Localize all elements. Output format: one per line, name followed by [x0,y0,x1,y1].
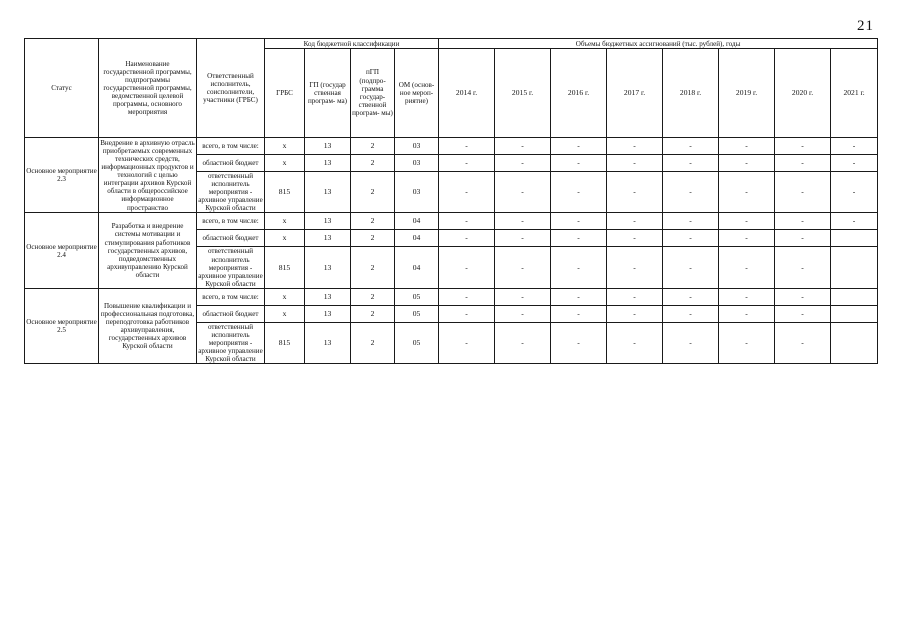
year-value-cell: - [551,172,607,213]
code-om-cell: 04 [395,247,439,288]
year-value-cell [831,305,878,322]
code-gp-cell: 13 [305,172,351,213]
measure-name-cell: Повышение квалификации и профессиональная подготовка, переподготовка работников архивуправления, государственных архивов Курской области [99,288,197,363]
code-pgp-cell: 2 [351,172,395,213]
year-value-cell [831,230,878,247]
year-value-cell: - [775,172,831,213]
year-value-cell [831,322,878,363]
header-executor: Ответственный исполнитель, соисполнители, участники (ГРБС) [197,39,265,138]
year-value-cell: - [551,247,607,288]
year-value-cell: - [495,138,551,155]
year-value-cell: - [663,230,719,247]
code-grbs-cell: х [265,138,305,155]
year-value-cell: - [719,213,775,230]
year-value-cell [831,247,878,288]
year-value-cell: - [775,305,831,322]
year-value-cell: - [495,172,551,213]
year-value-cell: - [719,247,775,288]
year-value-cell: - [663,247,719,288]
code-gp-cell: 13 [305,288,351,305]
header-year: 2020 г. [775,49,831,138]
year-value-cell: - [439,305,495,322]
executor-cell: областной бюджет [197,155,265,172]
year-value-cell: - [439,247,495,288]
year-value-cell: - [719,230,775,247]
year-value-cell: - [663,172,719,213]
code-gp-cell: 13 [305,322,351,363]
code-grbs-cell: х [265,155,305,172]
year-value-cell: - [719,288,775,305]
year-value-cell: - [495,213,551,230]
executor-cell: всего, в том числе: [197,138,265,155]
year-value-cell: - [607,230,663,247]
year-value-cell: - [551,305,607,322]
code-om-cell: 05 [395,288,439,305]
code-pgp-cell: 2 [351,288,395,305]
code-grbs-cell: 815 [265,247,305,288]
year-value-cell: - [607,247,663,288]
table-body [25,138,878,364]
table-row [25,138,878,155]
header-year: 2014 г. [439,49,495,138]
status-cell: Основное мероприятие 2.4 [25,213,99,288]
code-om-cell: 03 [395,172,439,213]
year-value-cell: - [663,288,719,305]
code-gp-cell: 13 [305,230,351,247]
header-code-grbs: ГРБС [265,49,305,138]
executor-cell: всего, в том числе: [197,288,265,305]
year-value-cell: - [775,155,831,172]
code-om-cell: 05 [395,322,439,363]
header-status: Статус [25,39,99,138]
year-value-cell: - [775,322,831,363]
year-value-cell: - [663,138,719,155]
status-cell: Основное мероприятие 2.5 [25,288,99,363]
header-code-gp: ГП (государ ственная програм- ма) [305,49,351,138]
year-value-cell: - [663,213,719,230]
header-name: Наименование государственной программы, подпрограммы государственной программы, ведомственной целевой программы, основного мероприятия [99,39,197,138]
year-value-cell: - [831,213,878,230]
year-value-cell: - [607,305,663,322]
header-volumes-group: Объемы бюджетных ассигнований (тыс. рублей), годы [439,39,878,49]
year-value-cell: - [439,230,495,247]
year-value-cell: - [607,155,663,172]
year-value-cell: - [607,213,663,230]
header-year: 2016 г. [551,49,607,138]
executor-cell: ответственный исполнитель мероприятия - архивное управление Курской области [198,247,263,288]
code-gp-cell: 13 [305,305,351,322]
year-value-cell: - [439,138,495,155]
year-value-cell: - [607,288,663,305]
code-grbs-cell: 815 [265,172,305,213]
year-value-cell: - [551,213,607,230]
header-year: 2021 г. [831,49,878,138]
year-value-cell: - [495,230,551,247]
code-om-cell: 05 [395,305,439,322]
header-year: 2019 г. [719,49,775,138]
code-gp-cell: 13 [305,155,351,172]
code-gp-cell: 13 [305,138,351,155]
code-pgp-cell: 2 [351,247,395,288]
code-gp-cell: 13 [305,247,351,288]
year-value-cell: - [775,288,831,305]
table-row [25,288,878,305]
code-grbs-cell: х [265,305,305,322]
header-code-om: ОМ (основ- ное мероп- риятие) [395,49,439,138]
year-value-cell: - [551,230,607,247]
year-value-cell: - [551,288,607,305]
year-value-cell: - [439,322,495,363]
year-value-cell: - [719,172,775,213]
code-om-cell: 04 [395,213,439,230]
year-value-cell: - [775,138,831,155]
code-pgp-cell: 2 [351,230,395,247]
year-value-cell: - [495,322,551,363]
page-number: 21 [857,18,874,34]
code-pgp-cell: 2 [351,138,395,155]
year-value-cell: - [495,155,551,172]
executor-cell: ответственный исполнитель мероприятия - архивное управление Курской области [198,322,263,364]
code-grbs-cell: х [265,288,305,305]
year-value-cell: - [607,322,663,363]
year-value-cell: - [775,213,831,230]
year-value-cell: - [663,322,719,363]
year-value-cell: - [439,213,495,230]
code-pgp-cell: 2 [351,213,395,230]
measure-name-cell: Внедрение в архивную отрасль приобретаемых современных технических средств, информационных продуктов и технологий с целью интеграции архивов Курской области в общероссийское информационное пространство [100,138,195,212]
code-gp-cell: 13 [305,213,351,230]
header-code-group: Код бюджетной классификации [265,39,439,49]
year-value-cell: - [551,155,607,172]
code-pgp-cell: 2 [351,155,395,172]
year-value-cell: - [439,288,495,305]
year-value-cell: - [719,322,775,363]
code-grbs-cell: х [265,230,305,247]
code-om-cell: 04 [395,230,439,247]
executor-cell: ответственный исполнитель мероприятия - архивное управление Курской области [198,172,263,213]
status-cell: Основное мероприятие 2.3 [25,138,99,213]
header-code-pgp: пГП (подпро- грамма государ- ственной програм- мы) [351,49,395,138]
year-value-cell: - [439,155,495,172]
measure-name-cell: Разработка и внедрение системы мотивации и стимулирования работников государственных архивов, подведомственных архивуправлению Курской области [99,213,197,288]
year-value-cell: - [831,138,878,155]
table-header [25,39,878,138]
code-grbs-cell: 815 [265,322,305,363]
year-value-cell: - [775,247,831,288]
table-row [25,213,878,230]
year-value-cell: - [831,155,878,172]
year-value-cell: - [495,247,551,288]
year-value-cell: - [775,230,831,247]
year-value-cell: - [719,305,775,322]
year-value-cell: - [607,138,663,155]
year-value-cell: - [831,172,878,213]
year-value-cell: - [663,305,719,322]
header-year: 2018 г. [663,49,719,138]
year-value-cell: - [495,305,551,322]
code-pgp-cell: 2 [351,305,395,322]
year-value-cell: - [719,138,775,155]
executor-cell: областной бюджет [197,305,265,322]
budget-allocation-table [24,38,878,364]
year-value-cell: - [607,172,663,213]
year-value-cell: - [551,138,607,155]
header-year: 2015 г. [495,49,551,138]
year-value-cell: - [551,322,607,363]
header-year: 2017 г. [607,49,663,138]
code-pgp-cell: 2 [351,322,395,363]
executor-cell: областной бюджет [197,230,265,247]
code-grbs-cell: х [265,213,305,230]
year-value-cell: - [719,155,775,172]
year-value-cell: - [495,288,551,305]
year-value-cell: - [663,155,719,172]
year-value-cell: - [439,172,495,213]
code-om-cell: 03 [395,138,439,155]
year-value-cell [831,288,878,305]
code-om-cell: 03 [395,155,439,172]
executor-cell: всего, в том числе: [197,213,265,230]
